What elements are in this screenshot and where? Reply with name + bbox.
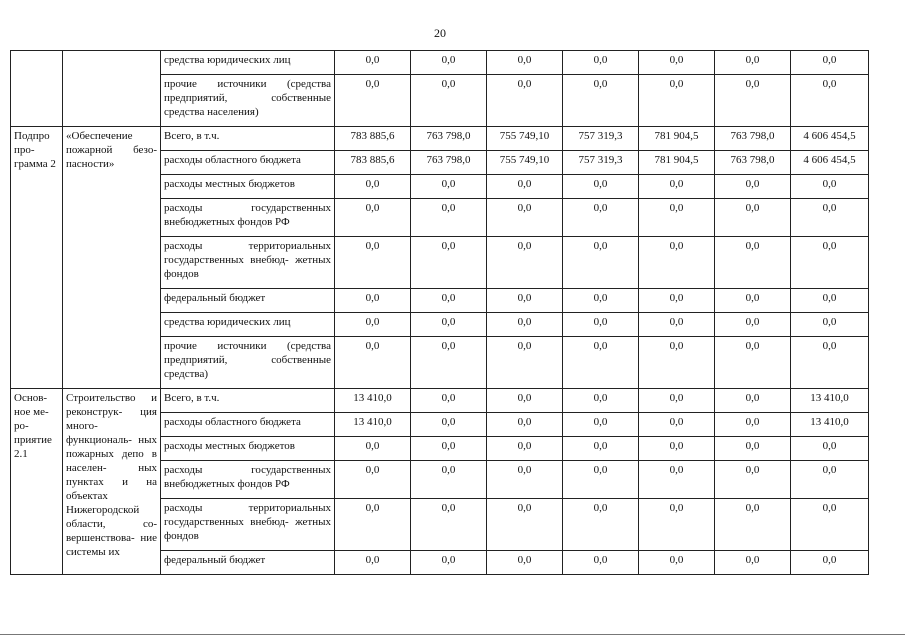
value-cell: 13 410,0 <box>791 413 869 437</box>
value-cell: 0,0 <box>639 551 715 575</box>
value-cell: 0,0 <box>715 413 791 437</box>
value-cell: 0,0 <box>791 337 869 389</box>
value-cell: 0,0 <box>487 75 563 127</box>
value-cell: 0,0 <box>411 313 487 337</box>
value-cell: 0,0 <box>487 289 563 313</box>
value-cell: 763 798,0 <box>715 151 791 175</box>
value-cell: 0,0 <box>715 51 791 75</box>
value-cell: 0,0 <box>639 199 715 237</box>
funding-source-cell: средства юридических лиц <box>161 51 335 75</box>
value-cell: 0,0 <box>639 51 715 75</box>
value-cell: 0,0 <box>639 389 715 413</box>
funding-source-cell: расходы областного бюджета <box>161 413 335 437</box>
value-cell: 0,0 <box>335 289 411 313</box>
value-cell: 0,0 <box>487 51 563 75</box>
value-cell: 763 798,0 <box>715 127 791 151</box>
funding-source-cell: Всего, в т.ч. <box>161 127 335 151</box>
value-cell: 763 798,0 <box>411 151 487 175</box>
value-cell: 783 885,6 <box>335 127 411 151</box>
value-cell: 4 606 454,5 <box>791 127 869 151</box>
value-cell: 0,0 <box>411 75 487 127</box>
value-cell: 757 319,3 <box>563 151 639 175</box>
value-cell: 0,0 <box>411 175 487 199</box>
value-cell: 0,0 <box>563 175 639 199</box>
value-cell: 0,0 <box>791 499 869 551</box>
value-cell: 0,0 <box>563 237 639 289</box>
program-name-cell: «Обеспечение пожарной безо- пасности» <box>63 127 161 389</box>
value-cell: 0,0 <box>335 437 411 461</box>
value-cell: 0,0 <box>335 75 411 127</box>
value-cell: 0,0 <box>487 437 563 461</box>
value-cell: 0,0 <box>791 437 869 461</box>
funding-source-cell: расходы территориальных государственных внебюд- жетных фондов <box>161 237 335 289</box>
program-code-cell: Подпро про- грамма 2 <box>11 127 63 389</box>
value-cell: 13 410,0 <box>335 413 411 437</box>
value-cell: 757 319,3 <box>563 127 639 151</box>
funding-source-cell: федеральный бюджет <box>161 289 335 313</box>
value-cell: 0,0 <box>335 337 411 389</box>
value-cell: 0,0 <box>639 437 715 461</box>
value-cell: 0,0 <box>563 199 639 237</box>
value-cell: 0,0 <box>715 75 791 127</box>
value-cell: 0,0 <box>487 551 563 575</box>
value-cell: 763 798,0 <box>411 127 487 151</box>
value-cell: 0,0 <box>791 461 869 499</box>
funding-source-cell: расходы территориальных государственных внебюд- жетных фондов <box>161 499 335 551</box>
value-cell: 0,0 <box>563 461 639 499</box>
funding-source-cell: расходы государственных внебюджетных фондов РФ <box>161 199 335 237</box>
funding-source-cell: прочие источники (средства предприятий, собственные средства населения) <box>161 75 335 127</box>
value-cell: 0,0 <box>791 313 869 337</box>
value-cell: 0,0 <box>411 461 487 499</box>
value-cell: 0,0 <box>335 51 411 75</box>
value-cell: 0,0 <box>335 237 411 289</box>
funding-source-cell: расходы государственных внебюджетных фондов РФ <box>161 461 335 499</box>
value-cell: 0,0 <box>715 289 791 313</box>
budget-table <box>10 50 869 575</box>
value-cell: 0,0 <box>715 313 791 337</box>
page-number: 20 <box>434 26 446 40</box>
value-cell: 0,0 <box>563 413 639 437</box>
value-cell: 0,0 <box>563 51 639 75</box>
value-cell: 781 904,5 <box>639 127 715 151</box>
value-cell: 0,0 <box>791 75 869 127</box>
table-row <box>11 389 869 413</box>
value-cell: 0,0 <box>715 389 791 413</box>
value-cell: 0,0 <box>563 75 639 127</box>
value-cell: 0,0 <box>335 461 411 499</box>
value-cell: 0,0 <box>563 289 639 313</box>
value-cell: 0,0 <box>639 313 715 337</box>
value-cell: 0,0 <box>715 551 791 575</box>
value-cell: 0,0 <box>411 389 487 413</box>
value-cell: 0,0 <box>487 461 563 499</box>
value-cell: 0,0 <box>563 337 639 389</box>
value-cell: 0,0 <box>791 551 869 575</box>
value-cell: 13 410,0 <box>791 389 869 413</box>
value-cell: 0,0 <box>639 337 715 389</box>
value-cell: 0,0 <box>715 237 791 289</box>
value-cell: 0,0 <box>335 551 411 575</box>
value-cell: 0,0 <box>715 499 791 551</box>
value-cell: 0,0 <box>335 199 411 237</box>
value-cell: 0,0 <box>639 461 715 499</box>
value-cell: 0,0 <box>639 75 715 127</box>
table-row <box>11 127 869 151</box>
funding-source-cell: средства юридических лиц <box>161 313 335 337</box>
funding-source-cell: Всего, в т.ч. <box>161 389 335 413</box>
value-cell: 0,0 <box>487 313 563 337</box>
value-cell: 0,0 <box>411 51 487 75</box>
value-cell: 0,0 <box>487 499 563 551</box>
value-cell: 0,0 <box>411 199 487 237</box>
funding-source-cell: федеральный бюджет <box>161 551 335 575</box>
value-cell: 0,0 <box>715 437 791 461</box>
value-cell: 755 749,10 <box>487 151 563 175</box>
program-code-cell <box>11 51 63 127</box>
value-cell: 0,0 <box>411 337 487 389</box>
value-cell: 0,0 <box>487 337 563 389</box>
program-name-cell <box>63 51 161 127</box>
value-cell: 0,0 <box>791 237 869 289</box>
value-cell: 0,0 <box>335 313 411 337</box>
value-cell: 755 749,10 <box>487 127 563 151</box>
value-cell: 0,0 <box>791 51 869 75</box>
value-cell: 13 410,0 <box>335 389 411 413</box>
value-cell: 0,0 <box>791 199 869 237</box>
value-cell: 783 885,6 <box>335 151 411 175</box>
value-cell: 0,0 <box>715 199 791 237</box>
value-cell: 0,0 <box>563 551 639 575</box>
value-cell: 0,0 <box>639 289 715 313</box>
value-cell: 0,0 <box>791 175 869 199</box>
value-cell: 0,0 <box>639 175 715 199</box>
program-code-cell: Основ- ное ме- ро- приятие 2.1 <box>11 389 63 575</box>
funding-source-cell: расходы областного бюджета <box>161 151 335 175</box>
value-cell: 0,0 <box>639 499 715 551</box>
value-cell: 0,0 <box>791 289 869 313</box>
value-cell: 0,0 <box>563 437 639 461</box>
value-cell: 0,0 <box>639 413 715 437</box>
value-cell: 0,0 <box>715 337 791 389</box>
table-row <box>11 51 869 75</box>
value-cell: 0,0 <box>411 413 487 437</box>
funding-source-cell: расходы местных бюджетов <box>161 437 335 461</box>
value-cell: 0,0 <box>411 437 487 461</box>
value-cell: 0,0 <box>487 199 563 237</box>
value-cell: 0,0 <box>411 551 487 575</box>
value-cell: 0,0 <box>335 499 411 551</box>
value-cell: 0,0 <box>487 413 563 437</box>
value-cell: 0,0 <box>563 499 639 551</box>
value-cell: 0,0 <box>487 237 563 289</box>
value-cell: 0,0 <box>335 175 411 199</box>
value-cell: 0,0 <box>563 313 639 337</box>
value-cell: 0,0 <box>411 499 487 551</box>
value-cell: 0,0 <box>487 389 563 413</box>
page-bottom-rule <box>0 634 905 635</box>
value-cell: 0,0 <box>715 461 791 499</box>
funding-source-cell: расходы местных бюджетов <box>161 175 335 199</box>
funding-source-cell: прочие источники (средства предприятий, собственные средства) <box>161 337 335 389</box>
value-cell: 781 904,5 <box>639 151 715 175</box>
value-cell: 0,0 <box>411 289 487 313</box>
value-cell: 0,0 <box>639 237 715 289</box>
program-name-cell: Строительство и реконструк- ция много- функциональ- ных пожарных депо в населен- ных пунктах и на объектах Нижегородской области, со- вершенствова- ние системы их <box>63 389 161 575</box>
value-cell: 0,0 <box>563 389 639 413</box>
value-cell: 0,0 <box>715 175 791 199</box>
value-cell: 0,0 <box>411 237 487 289</box>
value-cell: 0,0 <box>487 175 563 199</box>
value-cell: 4 606 454,5 <box>791 151 869 175</box>
